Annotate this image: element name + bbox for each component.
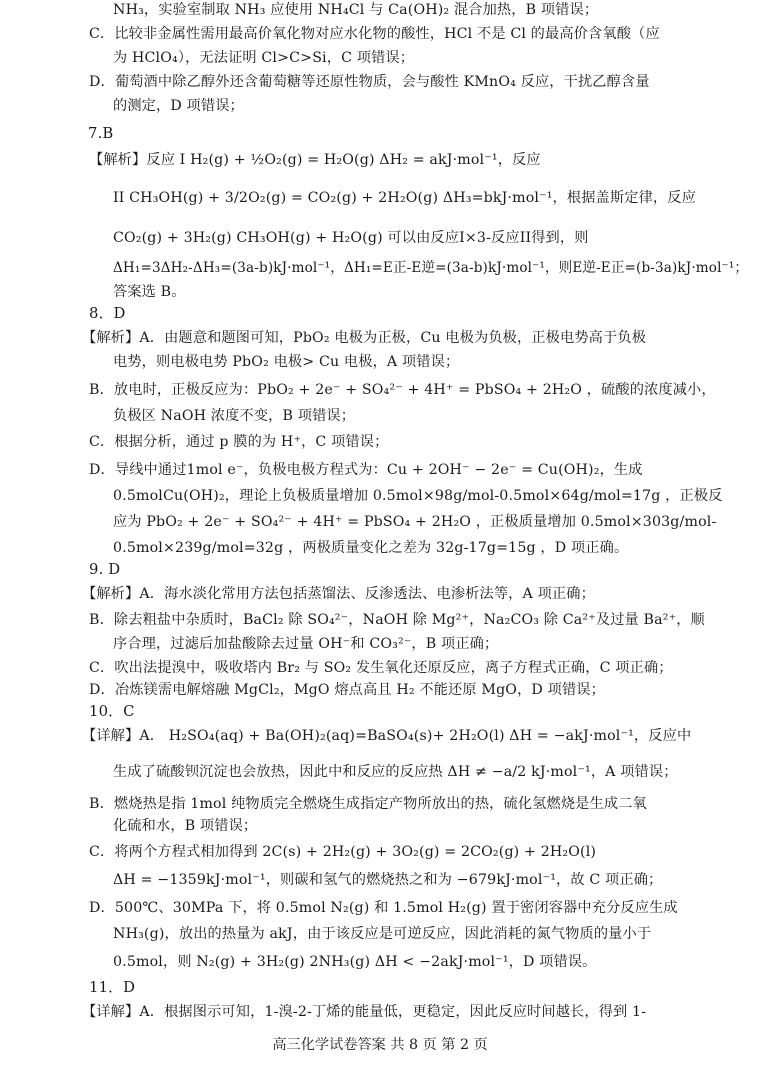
text-line: 生成了硫酸钡沉淀也会放热，因此中和反应的反应热 ΔH ≠ −a/2 kJ·mol⁻¹，A 项错误； — [113, 764, 678, 780]
text-line: C．比较非金属性需用最高价氧化物对应水化物的酸性，HCl 不是 Cl 的最高价含氧酸（应 — [89, 26, 660, 42]
text-line: 的测定，D 项错误； — [113, 98, 244, 114]
text-line: ΔH = −1359kJ·mol⁻¹，则碳和氢气的燃烧热之和为 −679kJ·mol⁻¹，故 C 项正确； — [113, 872, 663, 888]
text-line: D．葡萄酒中除乙醇外还含葡萄糖等还原性物质，会与酸性 KMnO₄ 反应，干扰乙醇含量 — [89, 74, 650, 90]
question-number: 9. D — [89, 561, 121, 578]
formula-line: ΔH₁=3ΔH₂-ΔH₃=(3a-b)kJ·mol⁻¹，ΔH₁=E正-E逆=(3a-b)kJ·mol⁻¹，则E逆-E正=(b-3a)kJ·mol⁻¹； — [113, 260, 749, 276]
text-line: B．燃烧热是指 1mol 纯物质完全燃烧生成指定产物所放出的热，硫化氢燃烧是生成二氧 — [89, 796, 647, 812]
text-line: 【解析】反应 I H₂(g) + ½O₂(g) = H₂O(g) ΔH₂ = akJ·mol⁻¹，反应 — [89, 152, 541, 168]
formula-line: 0.5mol，则 N₂(g) + 3H₂(g) 2NH₃(g) ΔH < −2akJ·mol⁻¹，D 项错误。 — [113, 954, 597, 970]
text-line: 0.5mol×239g/mol=32g ，两极质量变化之差为 32g-17g=15g ，D 项正确。 — [113, 540, 629, 556]
text-line: NH₃，实验室制取 NH₃ 应使用 NH₄Cl 与 Ca(OH)₂ 混合加热，B 项错误； — [113, 2, 599, 18]
text-line: 化硫和水，B 项错误； — [113, 818, 258, 834]
text-line: B．除去粗盐中杂质时，BaCl₂ 除 SO₄²⁻，NaOH 除 Mg²⁺，Na₂CO₃ 除 Ca²⁺及过量 Ba²⁺，顺 — [89, 612, 705, 628]
text-line: 应为 PbO₂ + 2e⁻ + SO₄²⁻ + 4H⁺ = PbSO₄ + 2H₂O ，正极质量增加 0.5mol×303g/mol- — [113, 514, 717, 530]
text-line: D．冶炼镁需电解熔融 MgCl₂，MgO 熔点高且 H₂ 不能还原 MgO，D 项错误； — [89, 682, 605, 698]
text-line: 【详解】A． H₂SO₄(aq) + Ba(OH)₂(aq)=BaSO₄(s)+ 2H₂O(l) ΔH = −akJ·mol⁻¹，反应中 — [82, 728, 692, 744]
question-number: 11．D — [89, 979, 136, 996]
text-line: 【解析】A．由题意和题图可知，PbO₂ 电极为正极，Cu 电极为负极，正极电势高于负极 — [82, 330, 647, 346]
formula-line: C．将两个方程式相加得到 2C(s) + 2H₂(g) + 3O₂(g) = 2CO₂(g) + 2H₂O(l) — [89, 844, 597, 860]
text-line: 电势，则电极电势 PbO₂ 电极> Cu 电极，A 项错误； — [113, 354, 460, 370]
text-line: 序合理，过滤后加盐酸除去过量 OH⁻和 CO₃²⁻，B 项正确； — [113, 636, 499, 652]
question-number: 7.B — [88, 125, 114, 142]
formula-line: CO₂(g) + 3H₂(g) CH₃OH(g) + H₂O(g) 可以由反应I×3-反应II得到，则 — [113, 230, 589, 246]
text-line: 答案选 B。 — [113, 284, 186, 300]
text-line: D．导线中通过1mol e⁻，负极电极方程式为：Cu + 2OH⁻ − 2e⁻ = Cu(OH)₂，生成 — [89, 462, 643, 478]
text-line: 【解析】A．海水淡化常用方法包括蒸馏法、反渗透法、电渗析法等，A 项正确； — [82, 586, 595, 602]
text-line: B．放电时，正极反应为：PbO₂ + 2e⁻ + SO₄²⁻ + 4H⁺ = PbSO₄ + 2H₂O ，硫酸的浓度减小， — [89, 382, 716, 398]
text-line: 为 HClO₄），无法证明 Cl>C>Si，C 项错误； — [113, 50, 415, 66]
page-footer: 高三化学试卷答案 共 8 页 第 2 页 — [272, 1037, 488, 1053]
text-line: D．500℃、30MPa 下，将 0.5mol N₂(g) 和 1.5mol H₂(g) 置于密闭容器中充分反应生成 — [89, 900, 678, 916]
text-line: 【详解】A．根据图示可知，1-溴-2-丁烯的能量低，更稳定，因此反应时间越长，得到 1- — [82, 1004, 647, 1020]
text-line: C．根据分析，通过 p 膜的为 H⁺，C 项错误； — [89, 434, 389, 450]
question-number: 10．C — [89, 703, 135, 720]
text-line: 0.5molCu(OH)₂，理论上负极质量增加 0.5mol×98g/mol-0.5mol×64g/mol=17g ，正极反 — [113, 488, 723, 504]
text-line: NH₃(g)，放出的热量为 akJ，由于该反应是可逆反应，因此消耗的氮气物质的量小于 — [113, 926, 652, 942]
text-line: 负极区 NaOH 浓度不变，B 项错误； — [113, 408, 356, 424]
question-number: 8．D — [89, 305, 126, 322]
formula-line: II CH₃OH(g) + 3/2O₂(g) = CO₂(g) + 2H₂O(g) ΔH₃=bkJ·mol⁻¹，根据盖斯定律，反应 — [113, 190, 696, 206]
text-line: C．吹出法提溴中，吸收塔内 Br₂ 与 SO₂ 发生氧化还原反应，离子方程式正确，C 项正确； — [89, 660, 673, 676]
